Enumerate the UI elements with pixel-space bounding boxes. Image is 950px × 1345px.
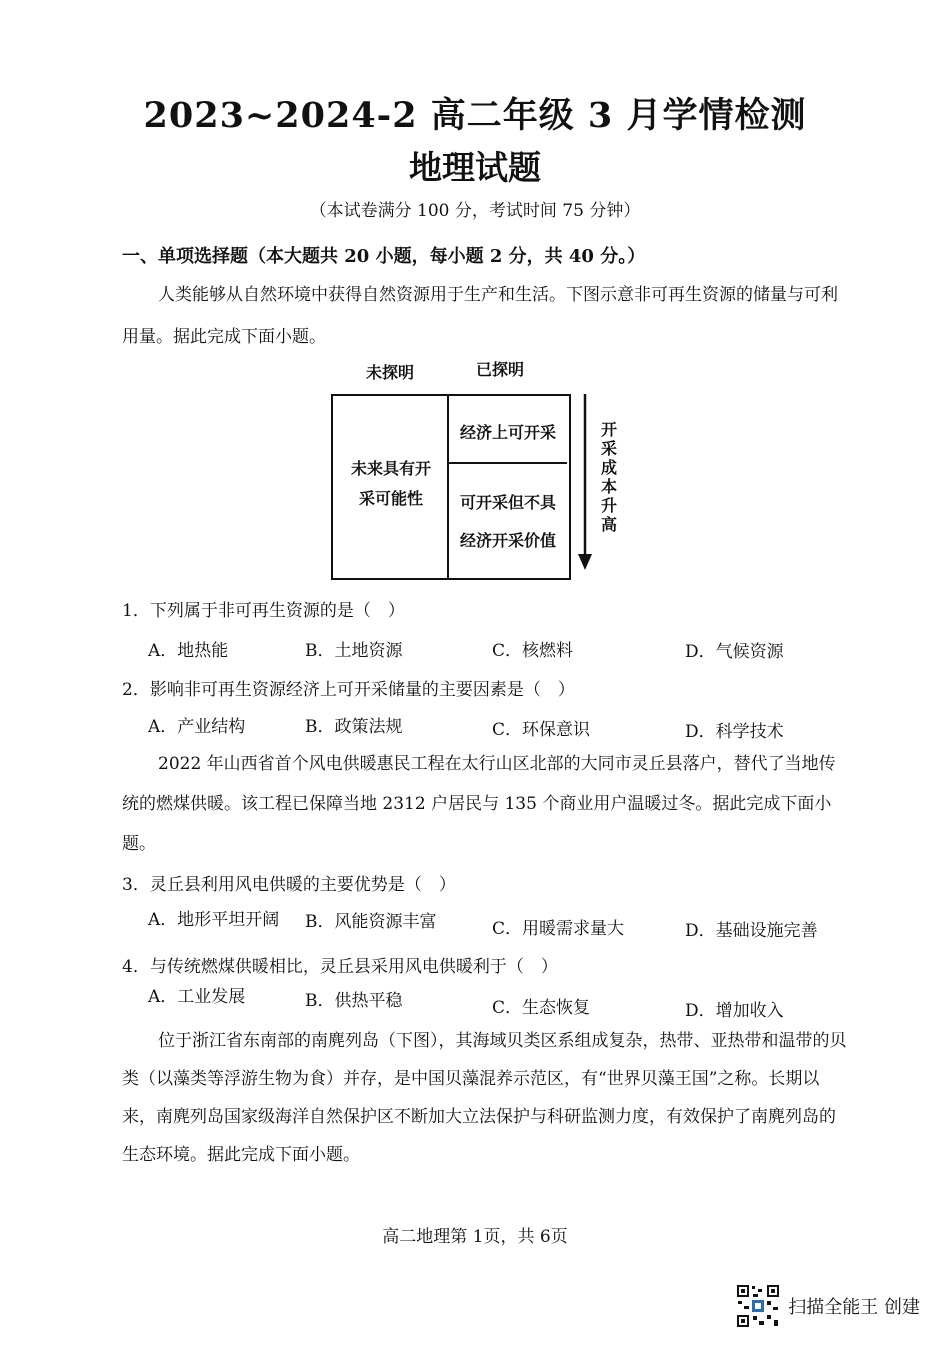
intro-paragraph-1: 人类能够从自然环境中获得自然资源用于生产和生活。下图示意非可再生资源的储量与可利用量。据此完成下面小题。 <box>122 285 838 347</box>
question-4-stem: 4．与传统燃煤供暖相比，灵丘县采用风电供暖利于（ ） <box>122 957 558 977</box>
q2-option-c: C．环保意识 <box>492 720 591 740</box>
q2-option-d: D．科学技术 <box>685 722 784 742</box>
diagram-col-explored: 已探明 <box>475 360 524 379</box>
q3-option-b: B．风能资源丰富 <box>305 912 437 932</box>
q3-option-c: C．用暖需求量大 <box>492 919 625 939</box>
q1-option-c: C．核燃料 <box>492 641 574 661</box>
diagram-col-unexplored: 未探明 <box>365 363 414 382</box>
scanner-watermark <box>736 1284 920 1328</box>
q4-option-d: D．增加收入 <box>685 1001 784 1021</box>
q4-option-a: A．工业发展 <box>148 987 246 1007</box>
question-2-stem: 2．影响非可再生资源经济上可开采储量的主要因素是（ ） <box>122 680 575 700</box>
arrow-char: 成 <box>600 458 617 477</box>
q3-option-a: A．地形平坦开阔 <box>148 910 280 930</box>
future-line-2: 采可能性 <box>358 489 423 508</box>
diagram-divider-vertical <box>447 394 449 578</box>
watermark-text: 扫描全能王 创建 <box>788 1297 920 1318</box>
diagram-economic-cell: 经济上可开采 <box>459 423 556 442</box>
arrow-char: 本 <box>600 477 617 496</box>
intro-paragraph-2: 2022 年山西省首个风电供暖惠民工程在太行山区北部的大同市灵丘县落户，替代了当地传统的燃煤供暖。该工程已保障当地 2312 户居民与 135 个商业用户温暖过冬。据此完成下面小题。 <box>122 754 836 854</box>
diagram-future-cell <box>336 454 446 514</box>
diagram-arrow-label <box>597 420 621 534</box>
q3-option-d: D．基础设施完善 <box>685 921 818 941</box>
exam-note: （本试卷满分 100 分，考试时间 75 分钟） <box>309 201 641 221</box>
arrow-char: 升 <box>600 496 617 515</box>
exam-title: 2023~2024-2 高二年级 3 月学情检测 <box>143 95 807 136</box>
diagram-noneconomic-cell <box>450 484 566 560</box>
q2-option-a: A．产业结构 <box>148 717 246 737</box>
q4-option-b: B．供热平稳 <box>305 991 403 1011</box>
q4-option-c: C．生态恢复 <box>492 998 591 1018</box>
exam-subject: 地理试题 <box>409 148 541 187</box>
arrow-char: 高 <box>600 515 617 534</box>
q1-option-b: B．土地资源 <box>305 641 403 661</box>
q1-option-a: A．地热能 <box>148 641 229 661</box>
noneconomic-line-2: 经济开采价值 <box>459 531 556 550</box>
question-1-stem: 1．下列属于非可再生资源的是（ ） <box>122 601 405 621</box>
cost-arrow-icon <box>573 392 597 574</box>
arrow-char: 采 <box>600 439 617 458</box>
q2-option-b: B．政策法规 <box>305 717 403 737</box>
section-heading: 一、单项选择题（本大题共 20 小题，每小题 2 分，共 40 分。） <box>122 246 646 267</box>
noneconomic-line-1: 可开采但不具 <box>459 493 556 512</box>
future-line-1: 未来具有开 <box>350 459 431 478</box>
diagram-divider-horizontal <box>447 462 567 464</box>
q1-option-d: D．气候资源 <box>685 642 784 662</box>
qr-code-icon <box>736 1284 780 1328</box>
question-3-stem: 3．灵丘县利用风电供暖的主要优势是（ ） <box>122 875 456 895</box>
arrow-char: 开 <box>600 420 617 439</box>
page-footer: 高二地理第 1页，共 6页 <box>382 1227 568 1247</box>
intro-paragraph-3: 位于浙江省东南部的南麂列岛（下图），其海域贝类区系组成复杂，热带、亚热带和温带的贝类（以藻类等浮游生物为食）并存，是中国贝藻混养示范区，有“世界贝藻王国”之称。长期以来，南麂列岛国家级海洋自然保护区不断加大立法保护与科研监测力度，有效保护了南麂列岛的生态环境。据此完成下面小题。 <box>122 1031 847 1165</box>
